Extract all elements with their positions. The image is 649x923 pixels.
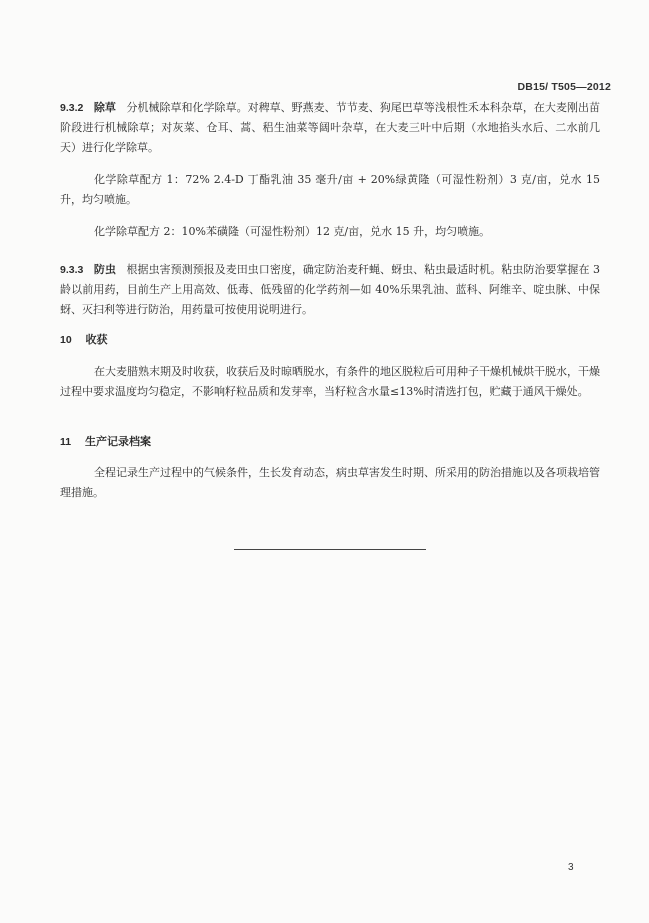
section-number: 9.3.2 — [60, 102, 84, 114]
section-10-text: 在大麦腊熟末期及时收获，收获后及时晾晒脱水，有条件的地区脱粒后可用种子干燥机械烘干脱水，干燥过程中要求温度均匀稳定，不影响籽粒品质和发芽率，当籽粒含水量≤13%时清选打包，贮藏于通风干燥处。 — [60, 365, 600, 398]
section-title: 除草 — [93, 101, 116, 114]
section-10-heading — [60, 331, 108, 347]
herbicide-formula-1: 化学除草配方 1：72% 2.4-D 丁酯乳油 35 毫升/亩 + 20%绿黄隆（可湿性粉剂）3 克/亩，兑水 15 升，均匀喷施。 — [60, 173, 600, 206]
section-title: 生产记录档案 — [84, 435, 151, 448]
section-title: 防虫 — [93, 263, 116, 276]
section-number: 9.3.3 — [60, 264, 84, 276]
section-9-3-3 — [60, 260, 600, 320]
document-code: DB15/ T505—2012 — [517, 81, 611, 93]
page-number: 3 — [568, 862, 574, 873]
section-11-text: 全程记录生产过程中的气候条件，生长发育动态，病虫草害发生时期、所采用的防治措施以及各项栽培管理措施。 — [60, 466, 600, 499]
herbicide-formula-2: 化学除草配方 2：10%苯磺隆（可湿性粉剂）12 克/亩，兑水 15 升，均匀喷施。 — [94, 225, 491, 238]
section-number: 10 — [60, 334, 72, 346]
section-title: 收获 — [85, 333, 108, 346]
section-11-heading — [60, 433, 151, 449]
end-rule — [234, 549, 426, 550]
section-text: 分机械除草和化学除草。对稗草、野燕麦、节节麦、狗尾巴草等浅根性禾本科杂草，在大麦刚出苗阶段进行机械除草；对灰菜、仓耳、蒿、稆生油菜等阔叶杂草，在大麦三叶中后期（水地掐头水后、二水前几天）进行化学除草。 — [60, 101, 600, 154]
section-number: 11 — [60, 436, 72, 448]
section-text: 根据虫害预测预报及麦田虫口密度，确定防治麦秆蝇、蚜虫、粘虫最适时机。粘虫防治要掌握在 3 龄以前用药，目前生产上用高效、低毒、低残留的化学药剂—如 40%乐果乳油、蓝科、阿维辛、啶虫脒、中保蚜、灭扫利等进行防治，用药量可按使用说明进行。 — [60, 263, 600, 316]
section-9-3-2 — [60, 98, 600, 158]
